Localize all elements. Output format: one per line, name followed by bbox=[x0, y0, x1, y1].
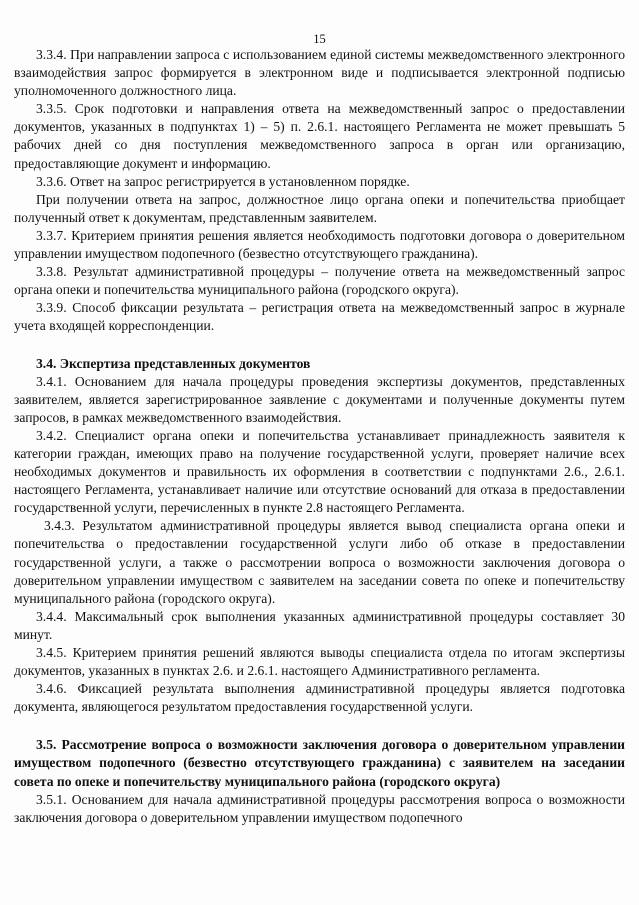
paragraph-3-4-5: 3.4.5. Критерием принятия решений являются выводы специалиста отдела по итогам экспертизы документов, указанных в пунктах 2.6. и 2.6.1. настоящего Административного регламента. bbox=[14, 645, 625, 679]
paragraph-3-4-3: 3.4.3. Результатом административной процедуры является вывод специалиста органа опеки и попечительства о предоставлении государственной услуги либо об отказе в предоставлении государственной услуги, а также о рассмотрении вопроса о возможности заключения договора о доверительном управлении имуществом с заявителем на заседании совета по опеке и попечительству муниципального района (городского округа). bbox=[14, 518, 625, 606]
paragraph-3-3-4: 3.3.4. При направлении запроса с использованием единой системы межведомственного электронного взаимодействия запрос формируется в электронном виде и подписывается электронной подписью уполномоченного должностного лица. bbox=[14, 47, 625, 99]
paragraph-3-3-5: 3.3.5. Срок подготовки и направления ответа на межведомственный запрос о предоставлении документов, указанных в подпунктах 1) – 5) п. 2.6.1. настоящего Регламента не может превышать 5 рабочих дней со дня поступления межведомственного запроса в орган или организацию, предоставляющие документ и информацию. bbox=[14, 101, 625, 171]
paragraph-3-3-9: 3.3.9. Способ фиксации результата – регистрация ответа на межведомственный запрос в журнале учета входящей корреспонденции. bbox=[14, 300, 625, 334]
paragraph-3-3-6: 3.3.6. Ответ на запрос регистрируется в установленном порядке. bbox=[36, 173, 410, 189]
page-number: 15 bbox=[313, 32, 326, 46]
paragraph-3-4-1: 3.4.1. Основанием для начала процедуры проведения экспертизы документов, представленных заявителем, является зарегистрированное заявление с документами и полученные документы путем запросов, в рамках межведомственного взаимодействия. bbox=[14, 373, 625, 425]
document-body bbox=[14, 46, 625, 827]
section-3-5-heading: 3.5. Рассмотрение вопроса о возможности заключения договора о доверительном управлении имуществом подопечного (безвестно отсутствующего гражданина) с заявителем на заседании совета по опеке и попечительству муниципального района (городского округа) bbox=[14, 737, 625, 789]
paragraph-3-5-1: 3.5.1. Основанием для начала административной процедуры рассмотрения вопроса о возможности заключения договора о доверительном управлении имуществом подопечного bbox=[14, 791, 625, 825]
paragraph-3-4-2: 3.4.2. Специалист органа опеки и попечительства устанавливает принадлежность заявителя к категории граждан, имеющих право на получение государственной услуги, проверяет наличие всех необходимых документов и правильность их оформления в соответствии с подпунктами 2.6., 2.6.1. настоящего Регламента, устанавливает наличие или отсутствие оснований для отказа в предоставлении государственной услуги, перечисленных в пункте 2.8 настоящего Регламента. bbox=[14, 427, 625, 516]
paragraph-3-4-6: 3.4.6. Фиксацией результата выполнения административной процедуры является подготовка документа, являющегося результатом предоставления государственной услуги. bbox=[14, 681, 625, 715]
paragraph-3-3-6-response: При получении ответа на запрос, должностное лицо органа опеки и попечительства приобщает полученный ответ к документам, представленным заявителем. bbox=[14, 191, 625, 225]
paragraph-3-3-7: 3.3.7. Критерием принятия решения является необходимость подготовки договора о доверительном управлении имуществом подопечного (безвестно отсутствующего гражданина). bbox=[14, 227, 625, 262]
paragraph-3-3-8: 3.3.8. Результат административной процедуры – получение ответа на межведомственный запрос органа опеки и попечительства муниципального района (городского округа). bbox=[14, 264, 625, 298]
paragraph-3-4-4: 3.4.4. Максимальный срок выполнения указанных административной процедуры составляет 30 минут. bbox=[14, 608, 625, 642]
section-3-4-heading: 3.4. Экспертиза представленных документов bbox=[36, 355, 311, 371]
